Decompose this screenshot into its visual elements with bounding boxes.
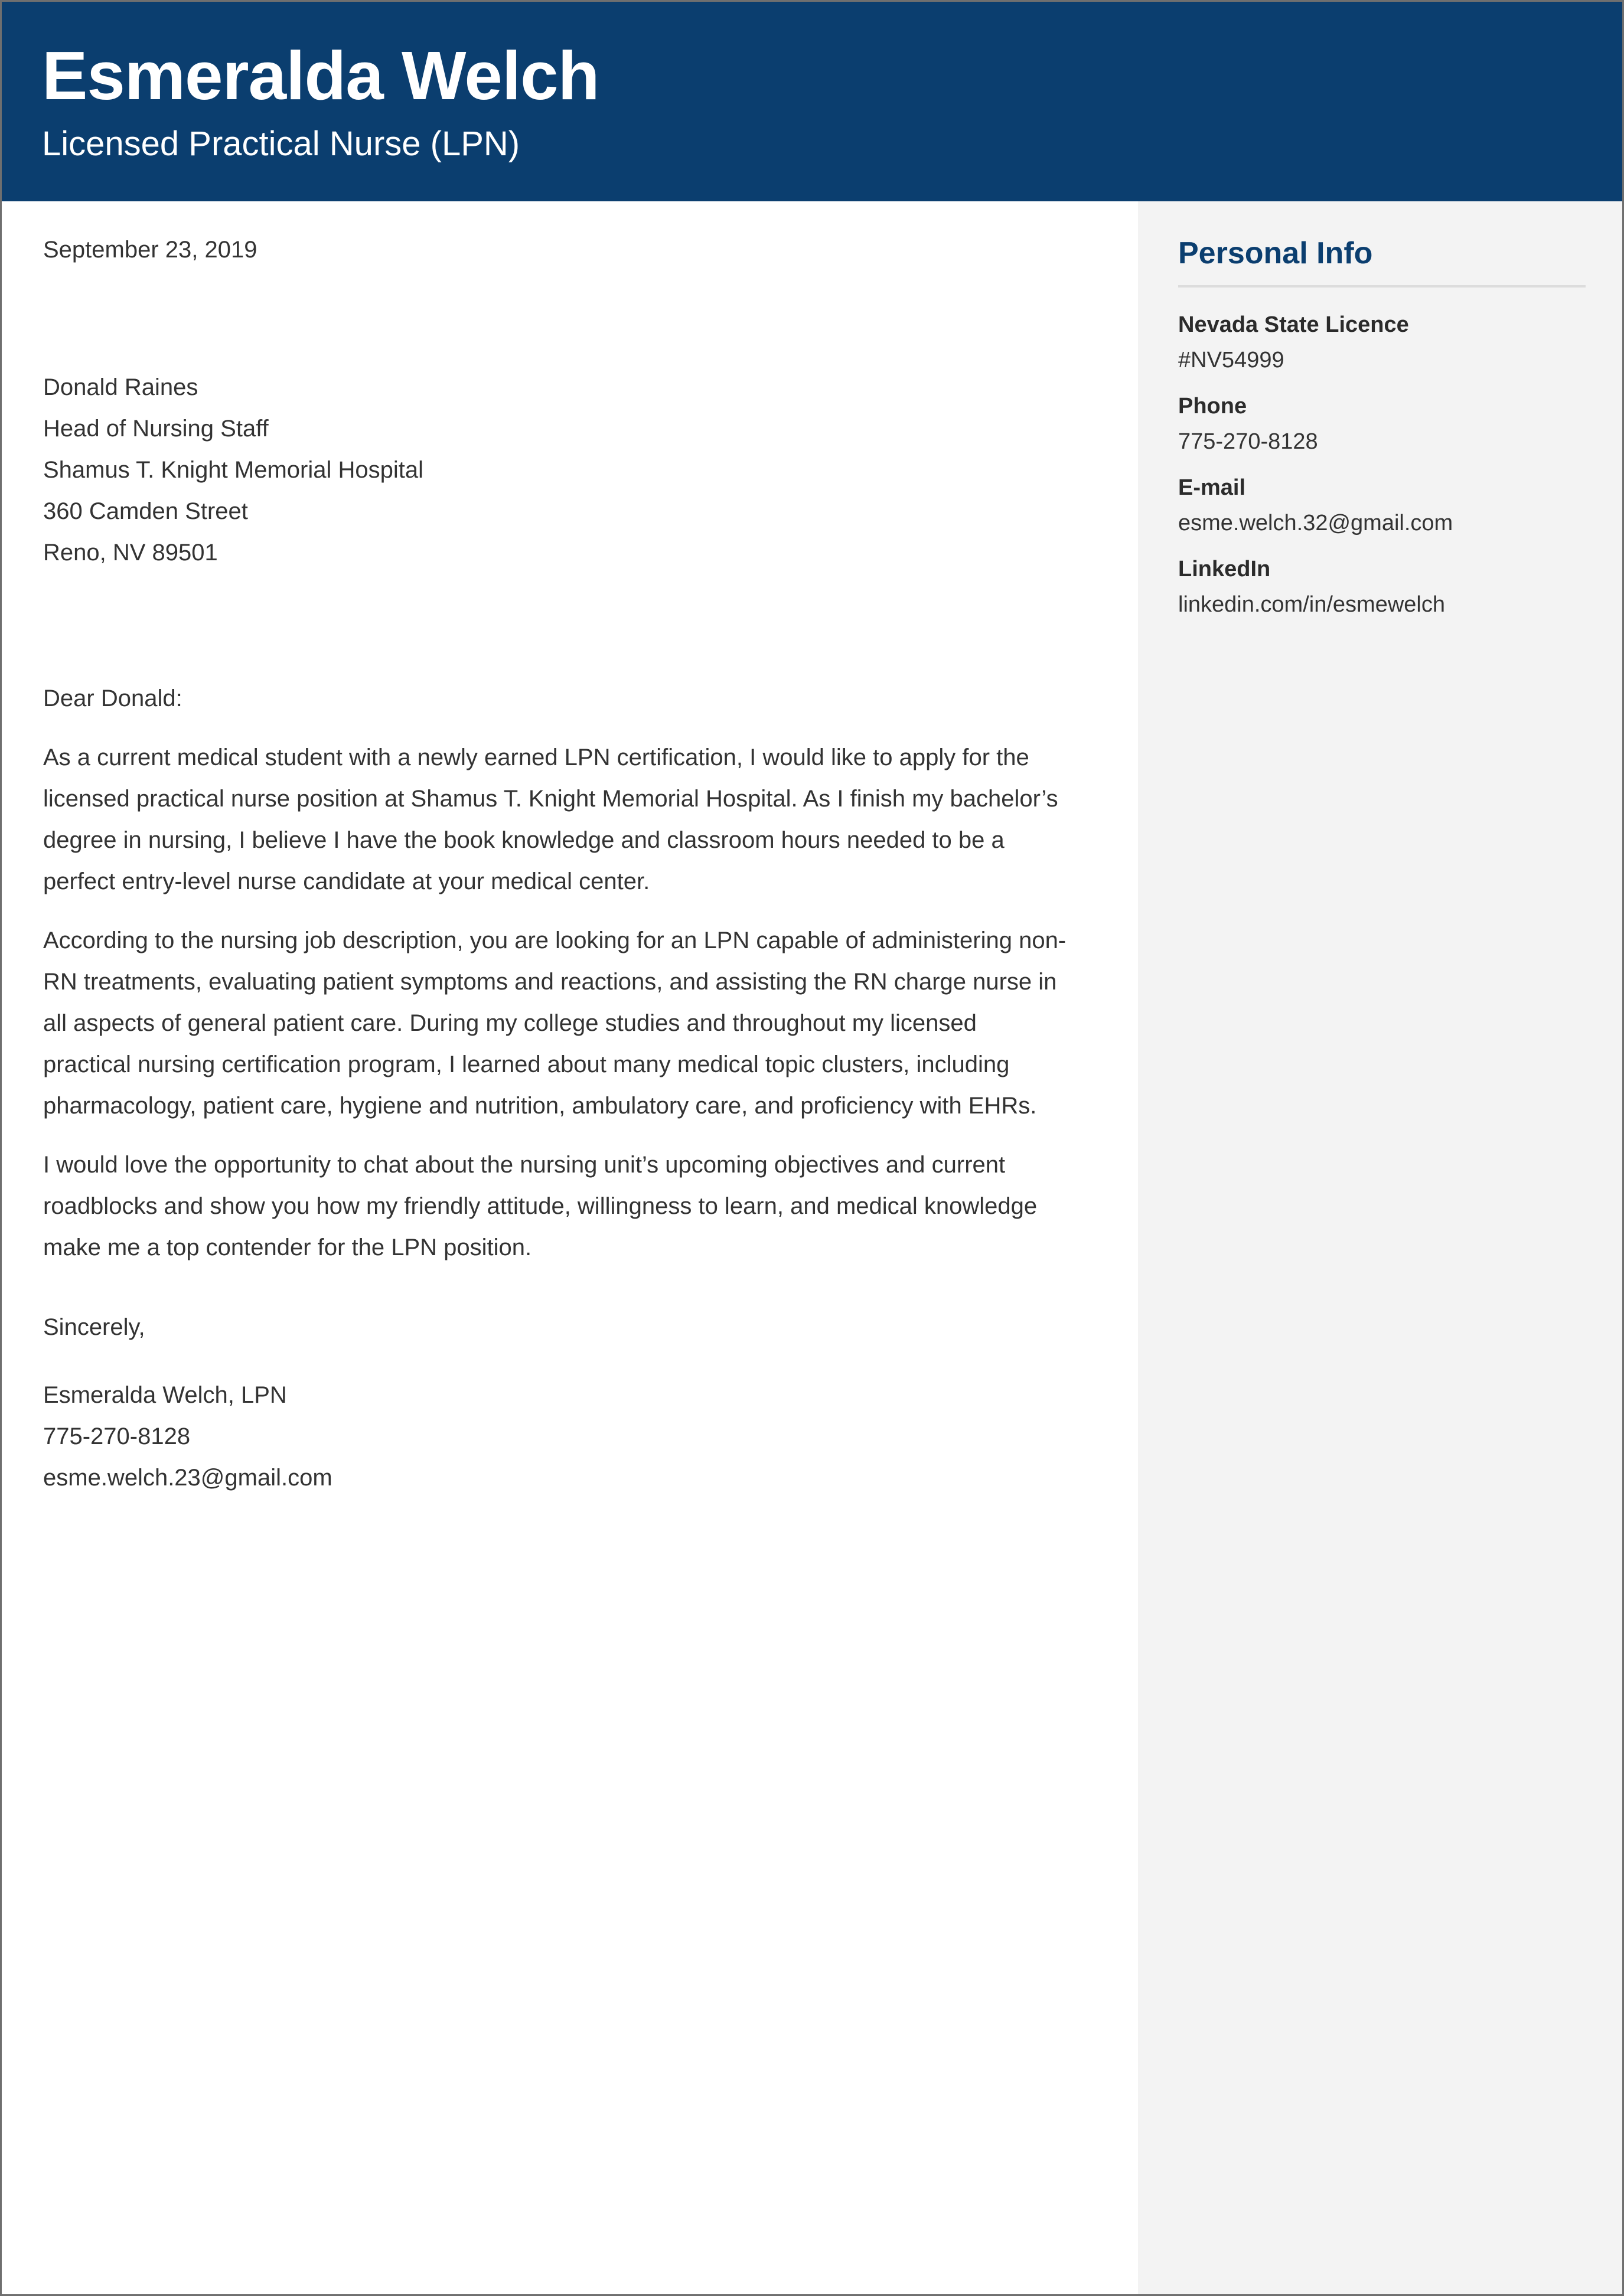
letter-header — [2, 2, 1624, 201]
recipient-name: Donald Raines — [43, 374, 198, 400]
info-value-licence: #NV54999 — [1178, 348, 1284, 373]
letter-salutation: Dear Donald: — [43, 685, 182, 711]
letter-body-column — [2, 201, 1138, 2296]
candidate-job-title: Licensed Practical Nurse (LPN) — [42, 124, 520, 163]
letter-date: September 23, 2019 — [43, 237, 257, 263]
info-label-linkedin: LinkedIn — [1178, 557, 1271, 582]
personal-info-heading: Personal Info — [1178, 236, 1373, 270]
letter-closing: Sincerely, — [43, 1314, 145, 1340]
letter-paragraph-3: I would love the opportunity to chat about the nursing unit’s upcoming objectives and current roadblocks and show you how my friendly attitude, willingness to learn, and medical knowledge make me a top contender for the LPN position. — [43, 1152, 1038, 1260]
info-label-email: E-mail — [1178, 475, 1246, 500]
info-item-phone — [1178, 395, 1590, 453]
info-item-linkedin — [1178, 558, 1590, 616]
recipient-city-state: Reno, NV 89501 — [43, 540, 218, 566]
letter-paragraph-2: According to the nursing job description, you are looking for an LPN capable of administering non-RN treatments, evaluating patient symptoms and reactions, and assisting the RN charge nurse in all aspects of general patient care. During my college studies and throughout my licensed practical nursing certification program, I learned about many medical topic clusters, including pharmacology, patient care, hygiene and nutrition, ambulatory care, and proficiency with EHRs. — [43, 927, 1067, 1119]
personal-info-divider — [1178, 285, 1586, 288]
signature-email: esme.welch.23@gmail.com — [43, 1465, 332, 1491]
personal-info-sidebar — [1138, 201, 1624, 2296]
candidate-name: Esmeralda Welch — [42, 37, 599, 115]
info-label-licence: Nevada State Licence — [1178, 312, 1409, 337]
info-value-email[interactable]: esme.welch.32@gmail.com — [1178, 511, 1453, 535]
recipient-title: Head of Nursing Staff — [43, 416, 269, 442]
recipient-address-block — [43, 367, 1067, 573]
letter-paragraph-1: As a current medical student with a newly earned LPN certification, I would like to apply for the licensed practical nurse position at Shamus T. Knight Memorial Hospital. As I finish my bachelor’s degree in nursing, I believe I have the book knowledge and classroom hours needed to be a perfect entry-level nurse candidate at your medical center. — [43, 744, 1058, 894]
info-label-phone: Phone — [1178, 394, 1247, 419]
recipient-street: 360 Camden Street — [43, 498, 248, 524]
signature-name: Esmeralda Welch, LPN — [43, 1382, 287, 1408]
info-value-linkedin[interactable]: linkedin.com/in/esmewelch — [1178, 592, 1445, 617]
content-area — [2, 201, 1624, 2296]
info-item-email — [1178, 476, 1590, 534]
info-value-phone[interactable]: 775-270-8128 — [1178, 429, 1318, 454]
signature-block — [43, 1374, 1067, 1498]
info-item-licence — [1178, 313, 1590, 371]
recipient-company: Shamus T. Knight Memorial Hospital — [43, 457, 423, 483]
signature-phone: 775-270-8128 — [43, 1423, 191, 1449]
